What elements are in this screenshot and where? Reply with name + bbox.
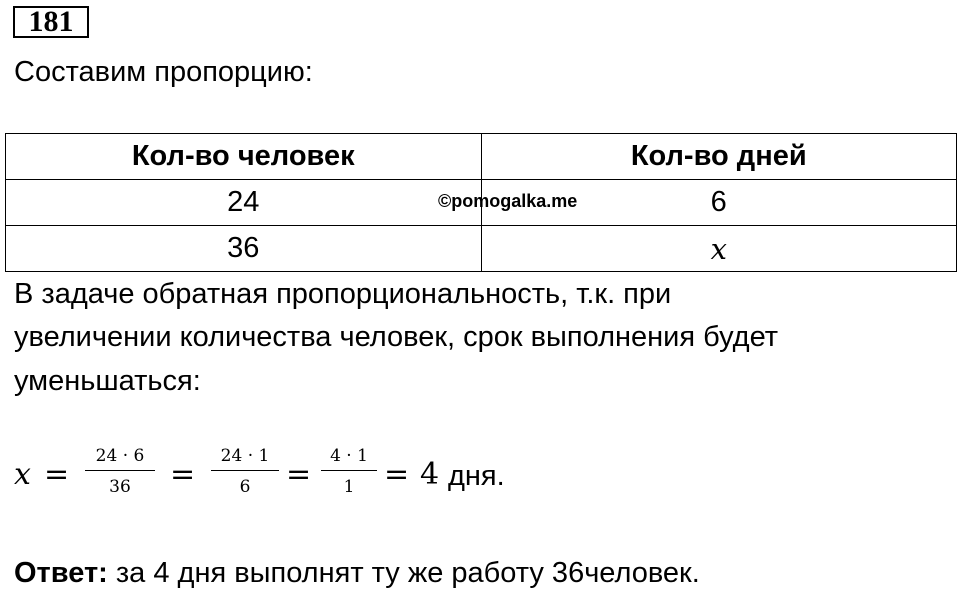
formula-eq-4: = — [384, 457, 410, 492]
fraction-2-numerator: 24 · 1 — [211, 446, 279, 471]
formula-eq-1: = — [44, 457, 70, 492]
fraction-1 — [85, 446, 155, 497]
fraction-2-denominator: 6 — [239, 477, 251, 497]
fraction-2 — [211, 446, 279, 497]
fraction-3-denominator: 1 — [343, 477, 355, 497]
explanation-line-2: увеличении количества человек, срок выполнения будет — [14, 321, 779, 353]
answer-label: Ответ: — [14, 557, 108, 589]
problem-number: 181 — [13, 6, 89, 38]
fraction-1-denominator: 36 — [109, 477, 131, 497]
fraction-3-numerator: 4 · 1 — [321, 446, 377, 471]
table-row — [6, 226, 957, 272]
answer-text: за 4 дня выполнят ту же работу 36человек. — [115, 557, 700, 589]
formula-lhs: x — [14, 457, 31, 492]
formula-eq-3: = — [286, 457, 312, 492]
explanation-line-3: уменьшаться: — [14, 365, 201, 397]
answer-line — [14, 556, 700, 590]
formula-result-unit: дня. — [448, 460, 505, 492]
fraction-1-numerator: 24 · 6 — [85, 446, 155, 471]
header-people: Кол-во человек — [6, 134, 482, 180]
formula-eq-2: = — [170, 457, 196, 492]
cell-people-2: 36 — [6, 226, 482, 272]
cell-days-2: x — [481, 226, 957, 272]
cell-people-1: 24 — [6, 180, 482, 226]
formula-result-value: 4 — [420, 457, 440, 492]
cell-days-1: 6 — [481, 180, 957, 226]
explanation-line-1: В задаче обратная пропорциональность, т.к. при — [14, 278, 672, 310]
table-header-row — [6, 134, 957, 180]
intro-text: Составим пропорцию: — [14, 56, 313, 88]
fraction-3 — [321, 446, 377, 497]
watermark: ©pomogalka.me — [438, 191, 578, 211]
header-days: Кол-во дней — [481, 134, 957, 180]
